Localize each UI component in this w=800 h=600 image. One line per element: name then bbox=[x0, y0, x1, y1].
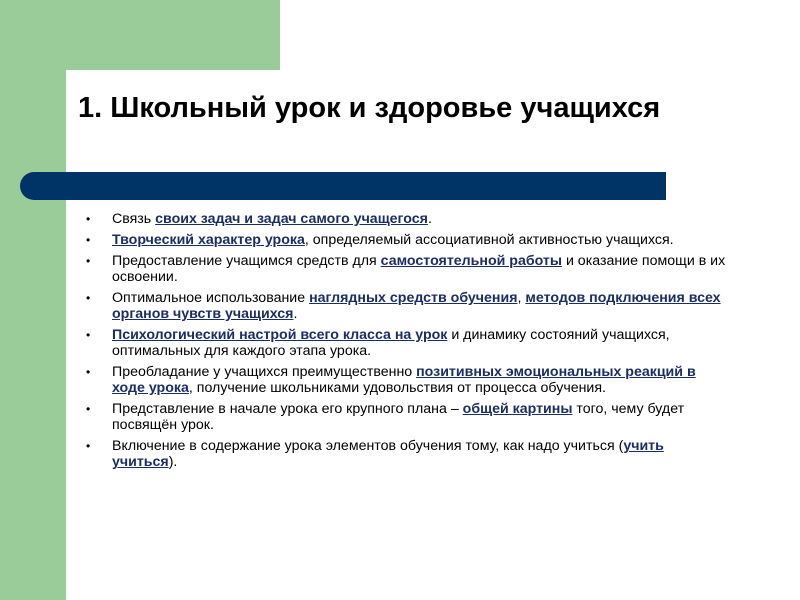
highlighted-phrase: учить учиться bbox=[112, 438, 664, 470]
highlighted-phrase: самостоятельной работы bbox=[380, 253, 562, 269]
highlighted-phrase: своих задач и задач самого учащегося bbox=[155, 211, 428, 227]
bullet-item bbox=[78, 401, 728, 433]
slide-title: 1. Школьный урок и здоровье учащихся bbox=[78, 92, 661, 124]
bullet-dot-icon: • bbox=[86, 439, 91, 453]
green-left-stripe bbox=[0, 0, 66, 600]
bullet-text: ). bbox=[168, 454, 178, 470]
bullet-text: . bbox=[427, 211, 432, 227]
bullet-text: Преобладание у учащихся преимущественно bbox=[112, 364, 417, 380]
bullet-item bbox=[78, 364, 728, 396]
bullet-text: Представление в начале урока его крупного плана – bbox=[112, 401, 463, 417]
green-top-block bbox=[0, 0, 280, 70]
highlighted-phrase: Психологический настрой всего класса на урок bbox=[112, 327, 448, 343]
bullet-dot-icon: • bbox=[86, 365, 91, 379]
bullet-item bbox=[78, 327, 728, 359]
highlighted-phrase: Творческий характер урока bbox=[112, 232, 305, 248]
bullet-dot-icon: • bbox=[86, 254, 91, 268]
bullet-text: , получение школьниками удовольствия от процесса обучения. bbox=[188, 380, 606, 396]
bullet-text: , определяемый ассоциативной активностью учащихся. bbox=[304, 232, 674, 248]
bullet-text: и оказание помощи в их освоении. bbox=[112, 253, 726, 285]
bullet-dot-icon: • bbox=[86, 328, 91, 342]
title-divider-bar bbox=[20, 172, 666, 200]
bullet-dot-icon: • bbox=[86, 212, 91, 226]
bullet-text: и динамику состояний учащихся, оптимальных для каждого этапа урока. bbox=[112, 327, 670, 359]
bullet-item bbox=[78, 253, 728, 285]
highlighted-phrase: методов подключения всех органов чувств учащихся bbox=[112, 290, 721, 322]
bullet-item bbox=[78, 438, 728, 470]
bullet-list bbox=[78, 211, 728, 475]
bullet-item bbox=[78, 290, 728, 322]
bullet-item bbox=[78, 211, 728, 227]
bullet-text: . bbox=[293, 306, 298, 322]
highlighted-phrase: наглядных средств обучения bbox=[309, 290, 518, 306]
bullet-dot-icon: • bbox=[86, 291, 91, 305]
bullet-text: Оптимальное использование bbox=[112, 290, 310, 306]
highlighted-phrase: общей картины bbox=[462, 401, 573, 417]
bullet-text: Предоставление учащимся средств для bbox=[112, 253, 381, 269]
bullet-dot-icon: • bbox=[86, 402, 91, 416]
bullet-text: того, чему будет посвящён урок. bbox=[112, 401, 685, 433]
bullet-item bbox=[78, 232, 728, 248]
bullet-dot-icon: • bbox=[86, 233, 91, 247]
bullet-text: , bbox=[517, 290, 526, 306]
bullet-text: Включение в содержание урока элементов обучения тому, как надо учиться ( bbox=[112, 438, 624, 454]
highlighted-phrase: позитивных эмоциональных реакций в ходе урока bbox=[112, 364, 696, 396]
bullet-text: Связь bbox=[112, 211, 156, 227]
